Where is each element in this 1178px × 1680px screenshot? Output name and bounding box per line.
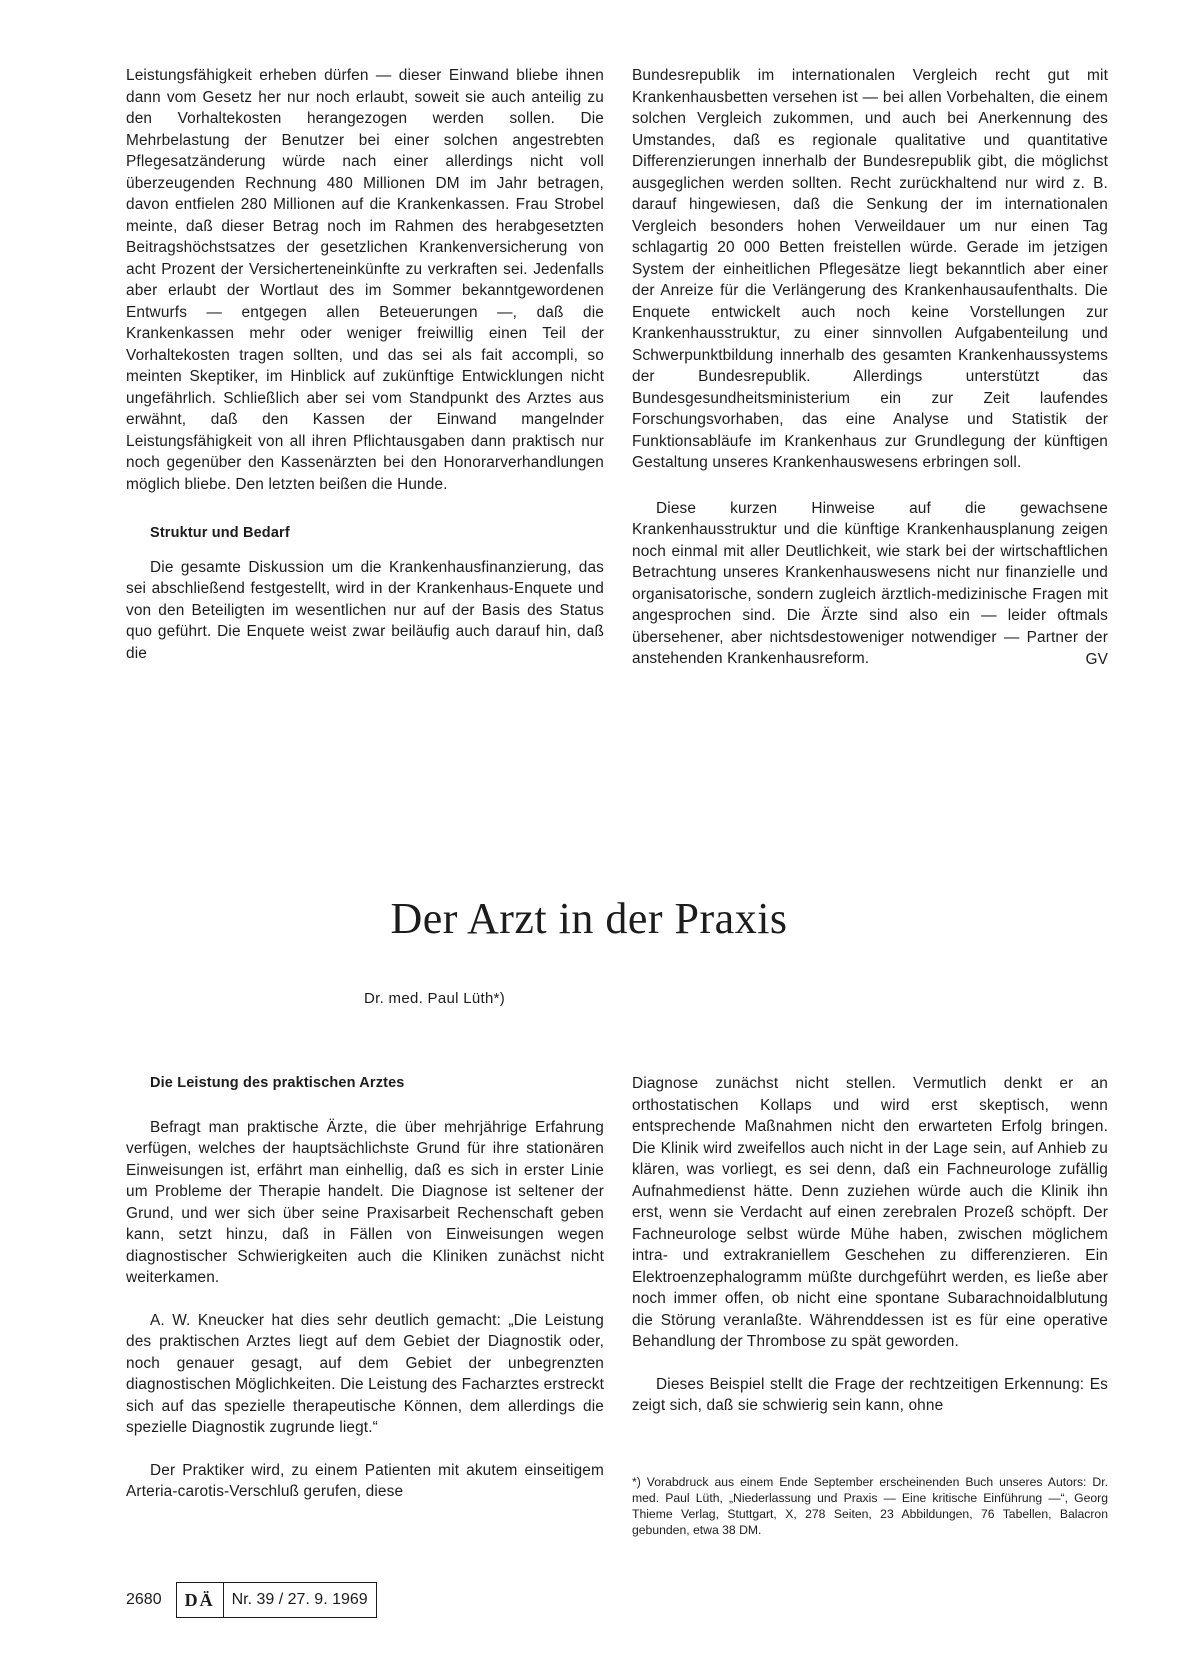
body-paragraph: Die gesamte Diskussion um die Krankenhausfinanzierung, das sei abschließend festgestellt, wird in der Krankenhaus-Enquete und von den Beteiligten im wesentlichen nur auf der Basis des Status quo geführt. Die Enquete weist zwar beiläufig auch darauf hin, daß die [126, 558, 604, 662]
bottom-left-column [126, 1073, 604, 1503]
article-author: Dr. med. Paul Lüth*) [364, 990, 506, 1007]
bottom-right-column [632, 1073, 1108, 1417]
body-paragraph: A. W. Kneucker hat dies sehr deutlich gemacht: „Die Leistung des praktischen Arztes liegt auf dem Gebiet der Diagnostik oder, noch genauer gesagt, auf dem Gebiet der unbegrenzten diagnostischen Möglichkeiten. Die Leistung des Facharztes erstreckt sich auf das spezielle therapeutische Können, dem allerdings die spezielle Diagnostik zugrunde liegt.“ [126, 1311, 604, 1436]
footnote: *) Vorabdruck aus einem Ende September erscheinenden Buch unseres Autors: Dr. med. Paul Lüth, „Niederlassung und Praxis — Eine kritische Einführung —“, Georg Thieme Verlag, Stuttgart, X, 278 Seiten, 23 Abbildungen, 76 Tabellen, Balacron gebunden, etwa 38 DM. [632, 1475, 1108, 1537]
page-footer [126, 1582, 377, 1618]
top-left-column [126, 65, 604, 664]
issue-info: Nr. 39 / 27. 9. 1969 [224, 1582, 377, 1618]
body-paragraph: Befragt man praktische Ärzte, die über mehrjährige Erfahrung verfügen, welches der hauptsächlichste Grund für ihre stationären Einweisungen ist, erfährt man einhellig, daß es sich in erster Linie um Probleme der Therapie handelt. Die Diagnose ist seltener der Grund, und wer sich über seine Praxisarbeit Rechenschaft geben kann, setzt hinzu, daß in Fällen von Einweisungen wegen diagnostischer Schwierigkeiten auch die Kliniken zunächst nicht weiterkamen. [126, 1118, 604, 1286]
journal-abbreviation: DÄ [176, 1582, 224, 1618]
body-paragraph: Diagnose zunächst nicht stellen. Vermutlich denkt er an orthostatischen Kollaps und wird erst skeptisch, wenn entsprechende Maßnahmen nicht den erwarteten Erfolg bringen. Die Klinik wird zweifellos auch nicht in der Lage sein, auf Anhieb zu klären, was vorliegt, es sei denn, daß ein Fachneurologe zufällig Aufnahmedienst hätte. Denn zuziehen würde auch die Klinik ihn erst, wenn sie Verdacht auf einen zerebralen Prozeß schöpft. Der Fachneurologe selbst würde Mühe haben, zwischen möglichem intra- und extrakraniellem Geschehen zu differenzieren. Ein Elektroenzephalogramm müßte durchgeführt werden, es ließe aber noch immer offen, ob nicht eine spontane Subarachnoidalblutung die Störung veranlaßte. Währenddessen ist es für eine operative Behandlung der Thrombose zu spät geworden. [632, 1075, 1108, 1350]
body-paragraph: Der Praktiker wird, zu einem Patienten mit akutem einseitigem Arteria-carotis-Verschluß gerufen, diese [126, 1461, 604, 1500]
section-subheading: Die Leistung des praktischen Arztes [150, 1075, 405, 1091]
page-number: 2680 [126, 1591, 162, 1608]
author-initials: GV [1085, 650, 1108, 668]
article-title: Der Arzt in der Praxis [390, 894, 788, 943]
body-paragraph: Diese kurzen Hinweise auf die gewachsene Krankenhausstruktur und die künftige Krankenhausplanung zeigen noch einmal mit aller Deutlichkeit, wie stark bei der wirtschaftlichen Betrachtung unseres Krankenhauswesens nicht nur finanzielle und organisatorische, sondern zugleich ärztlich-medizinische Fragen mit angesprochen sind. Die Ärzte sind also ein — leider oftmals übersehener, aber nichtsdestoweniger notwendiger — Partner der anstehenden Krankenhausreform. [632, 499, 1108, 667]
body-paragraph: Bundesrepublik im internationalen Vergleich recht gut mit Krankenhausbetten versehen ist — bei allen Vorbehalten, die einem solchen Vergleich zukommen, und auch bei Anerkennung des Umstandes, daß es regionale qualitative und quantitative Differenzierungen innerhalb der Bundesrepublik gibt, die möglichst ausgeglichen werden sollten. Recht zurückhaltend nur wird z. B. darauf hingewiesen, daß die Senkung der im internationalen Vergleich besonders hohen Verweildauer um nur einen Tag schlagartig 20 000 Betten freistellen würde. Gerade im jetzigen System der einheitlichen Pflegesätze liegt bekanntlich aber einer der Anreize für die Verlängerung des Krankenhausaufenthalts. Die Enquete entwickelt auch noch keine Vorstellungen zur Krankenhausstruktur, zu einer sinnvollen Aufgabenteilung und Schwerpunktbildung innerhalb des gesamten Krankenhaussystems der Bundesrepublik. Allerdings unterstützt das Bundesgesundheitsministerium ein zur Zeit laufendes Forschungsvorhaben, das eine Analyse und Statistik der Funktionsabläufe im Krankenhaus zur Grundlegung der künftigen Gestaltung unseres Krankenhauswesens erbringen soll. [632, 67, 1108, 471]
body-paragraph: Dieses Beispiel stellt die Frage der rechtzeitigen Erkennung: Es zeigt sich, daß sie schwierig sein kann, ohne [632, 1375, 1108, 1414]
body-paragraph: Leistungsfähigkeit erheben dürfen — dieser Einwand bliebe ihnen dann vom Gesetz her nur noch erlaubt, soweit sie auch anteilig zu den Vorhaltekosten herangezogen werden sollen. Die Mehrbelastung der Benutzer bei einer solchen angestrebten Pflegesatzänderung würde nach einer allerdings nicht voll überzeugenden Rechnung 480 Millionen DM im Jahr betragen, davon entfielen 280 Millionen auf die Krankenkassen. Frau Strobel meinte, daß dieser Betrag noch im Rahmen des herabgesetzten Beitragshöchstsatzes der gesetzlichen Krankenversicherung von acht Prozent der Versicherteneinkünfte zu verkraften sei. Jedenfalls aber erlaubt der Wortlaut des im Sommer bekanntgewordenen Entwurfs — entgegen allen Beteuerungen —, daß die Krankenkassen mehr oder weniger freiwillig einen Teil der Vorhaltekosten tragen sollten, und das sei als fait accompli, so meinten Skeptiker, im Hinblick auf zukünftige Entwicklungen nicht ungefährlich. Schließlich aber sei vom Standpunkt des Arztes aus erwähnt, daß den Kassen der Einwand mangelnder Leistungsfähigkeit von all ihren Pflichtausgaben dann praktisch nur noch gegenüber den Kassenärzten bei den Honorarverhandlungen möglich bliebe. Den letzten beißen die Hunde. [126, 67, 604, 493]
top-right-column [632, 65, 1108, 670]
section-subheading: Struktur und Bedarf [150, 525, 290, 541]
